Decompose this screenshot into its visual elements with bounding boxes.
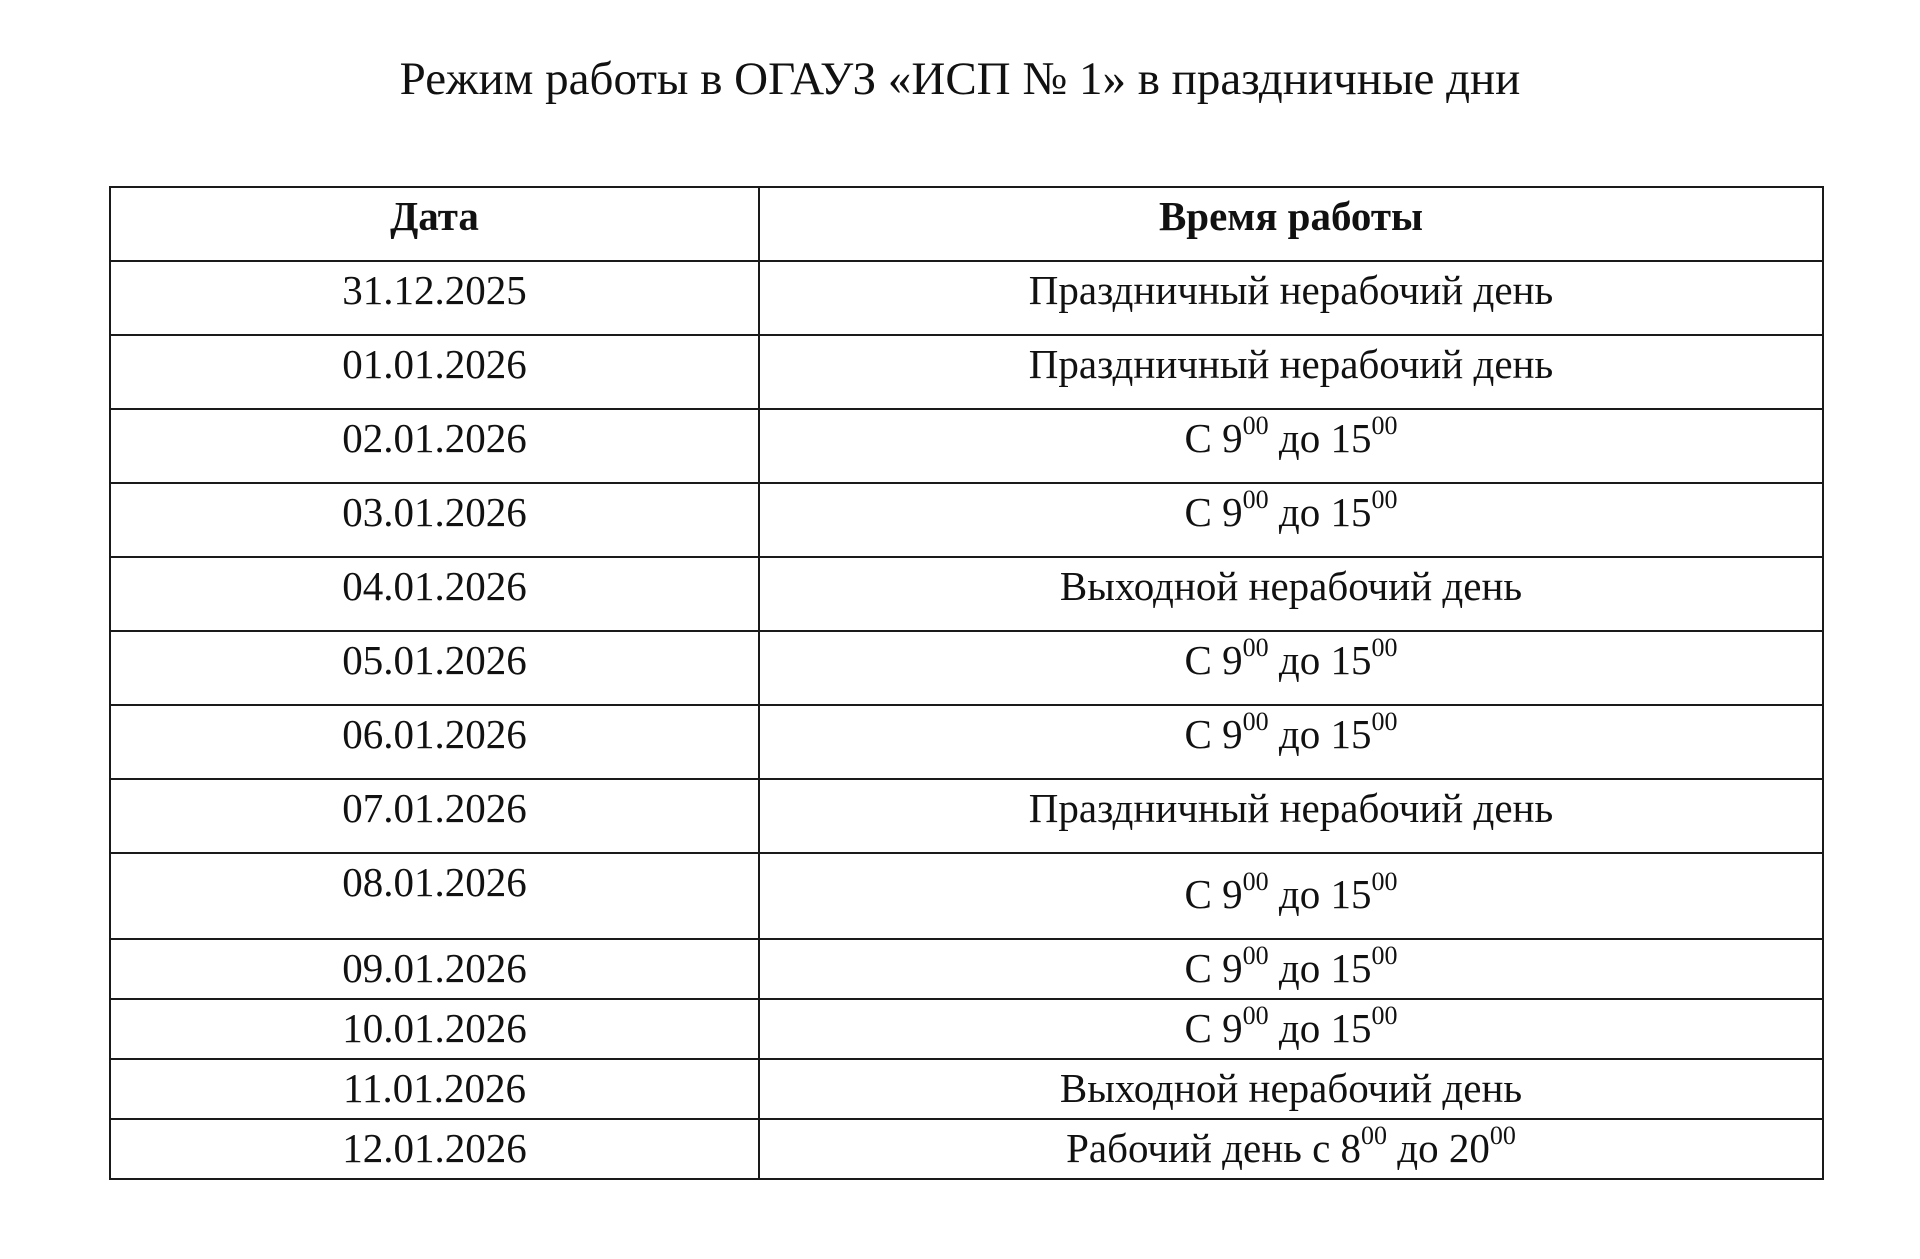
- date-cell: 11.01.2026: [110, 1059, 759, 1119]
- column-header-time: Время работы: [759, 187, 1823, 261]
- date-cell: 08.01.2026: [110, 853, 759, 939]
- working-hours-cell: [759, 705, 1823, 779]
- working-hours-cell: Праздничный нерабочий день: [759, 335, 1823, 409]
- date-cell: 03.01.2026: [110, 483, 759, 557]
- hours-end-superscript: 00: [1371, 1001, 1398, 1031]
- hours-end-superscript: 00: [1371, 707, 1398, 737]
- table-row: [110, 939, 1823, 999]
- hours-prefix: С 9: [1184, 871, 1243, 917]
- table-row: [110, 631, 1823, 705]
- hours-prefix: С 9: [1184, 945, 1243, 991]
- hours-middle: до 15: [1268, 415, 1372, 461]
- schedule-table: [109, 186, 1824, 1180]
- table-row: [110, 335, 1823, 409]
- working-hours-cell: [759, 939, 1823, 999]
- hours-end-superscript: 00: [1371, 411, 1398, 441]
- table-row: [110, 557, 1823, 631]
- hours-start-superscript: 00: [1242, 485, 1269, 515]
- hours-start-superscript: 00: [1242, 867, 1269, 897]
- date-cell: 31.12.2025: [110, 261, 759, 335]
- hours-end-superscript: 00: [1371, 867, 1398, 897]
- hours-end-superscript: 00: [1371, 633, 1398, 663]
- hours-middle: до 15: [1268, 711, 1372, 757]
- hours-start-superscript: 00: [1242, 633, 1269, 663]
- date-cell: 06.01.2026: [110, 705, 759, 779]
- working-hours-cell: [759, 999, 1823, 1059]
- working-hours-cell: Выходной нерабочий день: [759, 557, 1823, 631]
- date-cell: 09.01.2026: [110, 939, 759, 999]
- hours-start-superscript: 00: [1361, 1121, 1388, 1151]
- working-hours-cell: Праздничный нерабочий день: [759, 779, 1823, 853]
- table-row: [110, 853, 1823, 939]
- hours-prefix: С 9: [1184, 489, 1243, 535]
- date-cell: 10.01.2026: [110, 999, 759, 1059]
- table-row: [110, 483, 1823, 557]
- table-row: [110, 1059, 1823, 1119]
- table-row: [110, 705, 1823, 779]
- working-hours-cell: [759, 1119, 1823, 1179]
- table-row: [110, 409, 1823, 483]
- hours-start-superscript: 00: [1242, 941, 1269, 971]
- hours-end-superscript: 00: [1489, 1121, 1516, 1151]
- table-row: [110, 779, 1823, 853]
- table-row: [110, 999, 1823, 1059]
- table-row: [110, 1119, 1823, 1179]
- date-cell: 05.01.2026: [110, 631, 759, 705]
- date-cell: 02.01.2026: [110, 409, 759, 483]
- hours-middle: до 15: [1268, 945, 1372, 991]
- working-hours-cell: Выходной нерабочий день: [759, 1059, 1823, 1119]
- hours-end-superscript: 00: [1371, 941, 1398, 971]
- date-cell: 04.01.2026: [110, 557, 759, 631]
- date-cell: 01.01.2026: [110, 335, 759, 409]
- hours-middle: до 15: [1268, 1005, 1372, 1051]
- working-hours-cell: [759, 409, 1823, 483]
- hours-prefix: С 9: [1184, 637, 1243, 683]
- hours-start-superscript: 00: [1242, 1001, 1269, 1031]
- column-header-date: Дата: [110, 187, 759, 261]
- document-title: Режим работы в ОГАУЗ «ИСП № 1» в праздничные дни: [399, 53, 1521, 105]
- hours-start-superscript: 00: [1242, 707, 1269, 737]
- hours-prefix: С 9: [1184, 415, 1243, 461]
- hours-middle: до 15: [1268, 871, 1372, 917]
- date-cell: 07.01.2026: [110, 779, 759, 853]
- date-cell: 12.01.2026: [110, 1119, 759, 1179]
- table-row: [110, 261, 1823, 335]
- hours-end-superscript: 00: [1371, 485, 1398, 515]
- hours-middle: до 20: [1387, 1125, 1490, 1171]
- working-hours-cell: Праздничный нерабочий день: [759, 261, 1823, 335]
- hours-middle: до 15: [1268, 489, 1372, 535]
- hours-prefix: Рабочий день с 8: [1066, 1125, 1362, 1171]
- hours-middle: до 15: [1268, 637, 1372, 683]
- hours-prefix: С 9: [1184, 711, 1243, 757]
- table-header-row: [110, 187, 1823, 261]
- hours-start-superscript: 00: [1242, 411, 1269, 441]
- working-hours-cell: [759, 853, 1823, 939]
- working-hours-cell: [759, 631, 1823, 705]
- working-hours-cell: [759, 483, 1823, 557]
- hours-prefix: С 9: [1184, 1005, 1243, 1051]
